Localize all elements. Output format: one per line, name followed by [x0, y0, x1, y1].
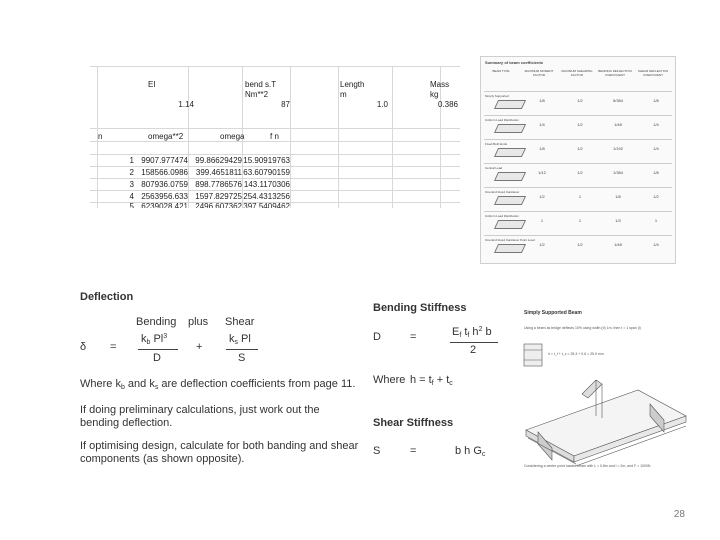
beam-drawing: [518, 298, 688, 478]
coef-value: 1/2: [577, 146, 583, 151]
plus-sign: +: [196, 341, 203, 353]
deflection-paragraph-1: Where $k_b$ and $k_s$ are deflection coefficients from page 11.: [80, 378, 356, 391]
coef-value: 1/3: [615, 218, 621, 223]
coef-col-header: BEAM TYPE: [492, 69, 510, 73]
coef-value: 1/384: [612, 170, 623, 175]
beam-figure-caption-bottom: Considering a centre point loaded beam with L = 0.8m and l = 2m, and F = 1000N: [524, 464, 651, 468]
coef-value: 1/4: [653, 146, 659, 151]
stiffness-D: D: [373, 331, 381, 343]
coef-value: 1/12: [538, 170, 546, 175]
where-label: Where: [373, 374, 406, 386]
beam-sketch: [494, 196, 526, 205]
table-row-omega2: 6239028.421: [141, 202, 188, 208]
coef-row-label: Central Load: [485, 166, 503, 170]
where-equation: $h = t_f + t_c$: [410, 374, 453, 387]
table-row-fn: 143.1170306: [243, 180, 290, 189]
shear-label: Shear: [225, 316, 255, 328]
coef-value: 1/4: [653, 122, 659, 127]
coef-row-label: Simply Supported: [485, 94, 509, 98]
fraction-line: [138, 349, 178, 350]
beam-figure-caption-top: Using a beam as bridge deflects 10% using width (b) 1m, then t = 1 span (l): [524, 326, 641, 330]
table-row-omega: 898.7786576: [195, 180, 242, 189]
shear-denominator: S: [238, 352, 246, 364]
coef-row-label: One End Fixed Cantilever Point Load: [485, 238, 535, 242]
beam-sketch: [494, 244, 526, 253]
coef-table-title: Summary of beam coefficients: [485, 60, 544, 65]
sheet-header-n: n: [98, 132, 103, 141]
deflection-paragraph-2: If doing preliminary calculations, just work out the bending deflection.: [80, 404, 320, 429]
coef-row-label: Fixed Both Ends: [485, 142, 508, 146]
coef-value: 1: [578, 194, 582, 199]
sheet-unit-mass: kg: [430, 90, 439, 99]
stiffness-denominator: 2: [470, 344, 477, 356]
coef-row: [484, 187, 672, 210]
coef-row-label: One End Fixed Cantilever: [485, 190, 520, 194]
coef-value: 1/2: [653, 194, 659, 199]
coef-row-label: Uniform Load Distribution: [485, 118, 519, 122]
sheet-unit-bend: Nm**2: [245, 90, 269, 99]
sheet-header-omega2: omega**2: [148, 132, 184, 141]
coef-value: 1/192: [612, 146, 623, 151]
coef-row: [484, 235, 672, 258]
deflection-paragraph-3: If optimising design, calculate for both banding and shear components (as shown opposite).: [80, 440, 359, 465]
coef-value: 1/2: [577, 122, 583, 127]
coef-value: 5/384: [612, 98, 623, 103]
coef-col-header: MAXIMUM SHEARING FACTOR: [561, 69, 593, 77]
stiffness-numerator: $E_f$ $t_f$ $h^2$ b: [452, 326, 492, 339]
shear-stiffness-title: Shear Stiffness: [373, 417, 454, 429]
sheet-header-bend: bend s.T: [245, 80, 277, 89]
coef-value: 1/48: [614, 242, 622, 247]
table-row-omega2: 158566.0986: [141, 168, 188, 177]
sheet-val-mass: 0.386: [437, 100, 458, 109]
shear-equals: =: [410, 445, 417, 457]
coef-value: 1: [540, 218, 544, 223]
table-row-omega2: 2563956.633: [141, 192, 188, 201]
bending-denominator: D: [153, 352, 161, 364]
beam-coefficient-table: [480, 56, 676, 264]
table-row-n: 4: [129, 192, 134, 201]
coef-value: 1/2: [577, 98, 583, 103]
delta-symbol: δ: [80, 341, 87, 353]
coef-value: 1/2: [577, 170, 583, 175]
coef-value: 1/2: [539, 242, 545, 247]
sheet-header-ei: EI: [148, 80, 156, 89]
coef-value: 1: [654, 218, 658, 223]
table-row-n: 2: [129, 168, 134, 177]
beam-figure-dims: h = t_f + t_c = 25.4 + 0.6 = 25.9 mm: [548, 352, 604, 356]
beam-sketch: [494, 172, 526, 181]
table-row-fn: 63.60790159: [243, 168, 290, 177]
coef-value: 1/8: [539, 146, 545, 151]
table-row-fn: 254.4313256: [243, 192, 290, 201]
sheet-header-mass: Mass: [430, 80, 450, 89]
table-row-omega: 399.4651811: [195, 168, 242, 177]
plus-label: plus: [188, 316, 209, 328]
deflection-title: Deflection: [80, 291, 134, 303]
page-number: 28: [673, 509, 685, 520]
coef-value: 1: [578, 218, 582, 223]
coef-value: 1/8: [615, 194, 621, 199]
shear-rhs: b h $G_c$: [455, 445, 486, 458]
coef-value: 1/4: [539, 122, 545, 127]
coef-row: [484, 211, 672, 234]
bending-stiffness-title: Bending Stiffness: [373, 302, 467, 314]
coef-value: 1/8: [653, 170, 659, 175]
coef-row-label: Uniform Load Distribution: [485, 214, 519, 218]
beam-figure-title: Simply Supported Beam: [524, 310, 582, 316]
sheet-val-length: 1.0: [376, 100, 388, 109]
sheet-val-ei: 1.14: [178, 100, 194, 109]
table-row-omega: 2496.607362: [195, 202, 242, 208]
stiffness-equals: =: [410, 331, 417, 343]
sheet-header-fn: f n: [270, 132, 279, 141]
beam-sketch: [494, 148, 526, 157]
sheet-header-length: Length: [340, 80, 365, 89]
shear-numerator: $k_s$ Pl: [229, 333, 251, 346]
coef-row: [484, 163, 672, 186]
coef-value: 1/2: [539, 194, 545, 199]
equals-sign: =: [110, 341, 117, 353]
coef-col-header: BENDING DEFLECTION COEFFICIENT: [598, 69, 632, 77]
coef-row: [484, 91, 672, 114]
coef-col-header: MAXIMUM MOMENT FACTOR: [524, 69, 554, 77]
coef-row: [484, 115, 672, 138]
bending-numerator: $k_b$ Pl$^3$: [141, 333, 168, 346]
fraction-line: [450, 342, 498, 343]
table-row-n: 5: [129, 202, 134, 208]
spreadsheet-image: [90, 66, 460, 208]
coef-value: 1/8: [653, 98, 659, 103]
simply-supported-beam-figure: [518, 298, 688, 478]
coef-value: 1/8: [539, 98, 545, 103]
sheet-header-omega: omega: [220, 132, 245, 141]
table-row-omega: 1597.829725: [195, 192, 242, 201]
coef-col-header: SHEAR DEFLECTION COEFFICIENT: [637, 69, 669, 77]
table-row-fn: 15.90919763: [243, 156, 290, 165]
sheet-unit-length: m: [340, 90, 347, 99]
fraction-line: [226, 349, 258, 350]
coef-value: 1/2: [577, 242, 583, 247]
coef-value: 1/48: [614, 122, 622, 127]
table-row-omega: 99.86629429: [195, 156, 242, 165]
table-row-omega2: 807936.0759: [141, 180, 188, 189]
table-row-n: 3: [129, 180, 134, 189]
coef-value: 1/4: [653, 242, 659, 247]
beam-sketch: [494, 100, 526, 109]
sheet-val-bend: 87: [281, 100, 290, 109]
shear-S: S: [373, 445, 381, 457]
coef-row: [484, 139, 672, 162]
table-row-fn: 397.5409462: [243, 202, 290, 208]
table-row-omega2: 9907.977474: [141, 156, 188, 165]
beam-sketch: [494, 124, 526, 133]
table-row-n: 1: [129, 156, 134, 165]
beam-sketch: [494, 220, 526, 229]
bending-label: Bending: [136, 316, 177, 328]
